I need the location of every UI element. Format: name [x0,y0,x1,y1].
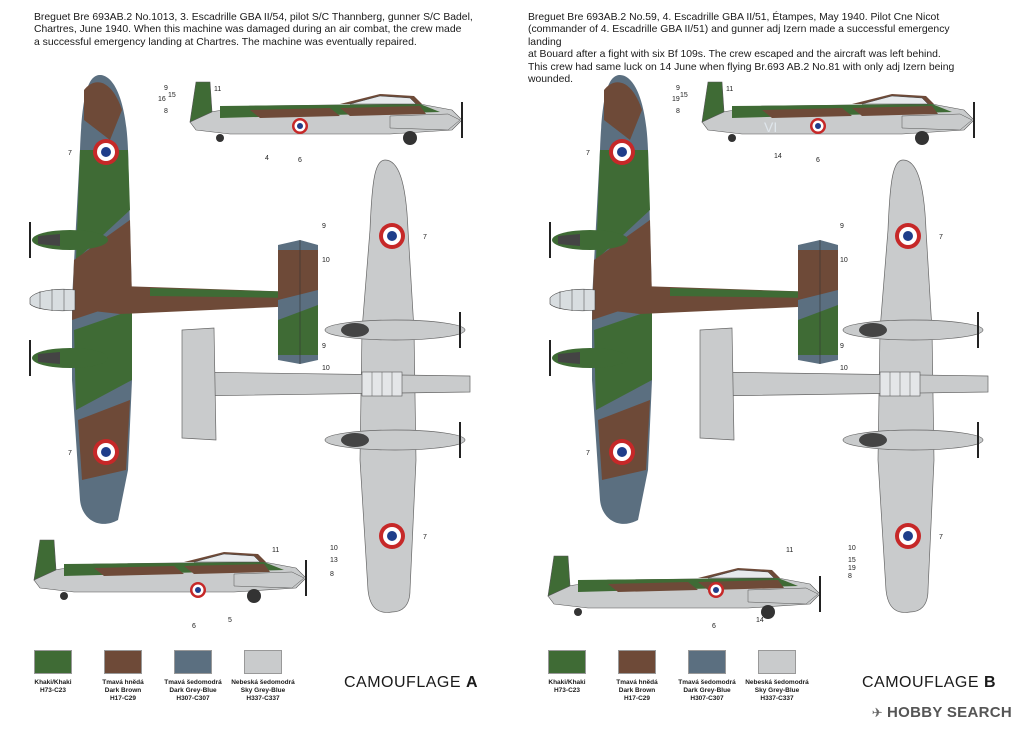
svg-text:6: 6 [298,157,302,164]
svg-text:9: 9 [840,343,844,350]
svg-text:9: 9 [164,85,168,92]
swatch-sky-grey-blue: Nebeská šedomodrá Sky Grey-Blue H337-C337 [742,650,812,703]
svg-text:VI: VI [764,119,778,135]
svg-text:7: 7 [586,450,590,457]
svg-text:8: 8 [848,573,852,580]
svg-text:8: 8 [164,108,168,115]
svg-text:4: 4 [265,155,269,162]
svg-text:7: 7 [939,234,943,241]
svg-text:11: 11 [786,547,794,554]
svg-text:9: 9 [322,343,326,350]
swatch-sky-grey-blue: Nebeská šedomodrá Sky Grey-Blue H337-C337 [228,650,298,703]
color-chip [618,650,656,674]
svg-text:10: 10 [840,257,848,264]
svg-text:8: 8 [676,108,680,115]
b-top-view [550,75,838,524]
a-side-bottom-view [34,540,306,603]
svg-text:15: 15 [848,557,856,564]
svg-text:7: 7 [423,234,427,241]
svg-text:14: 14 [756,617,764,624]
svg-text:7: 7 [586,150,590,157]
svg-text:10: 10 [848,545,856,552]
a-top-view [30,75,318,524]
svg-text:11: 11 [214,86,222,93]
caption-b: Breguet Bre 693AB.2 No.59, 4. Escadrille GBA II/51, Étampes, May 1940. Pilot Cne Nicot (commander of 4. Escadrille GBA II/51) and gunner adj Izern made a successful emergency landing at Bouard after a fight with six Bf 109s. The crew escaped and the aircraft was left behind. This crew had same luck on 14 June when flying Br.693 AB.2 No.81 with only adj Izern being wounded. [528,12,955,86]
svg-text:6: 6 [712,623,716,630]
svg-text:10: 10 [322,365,330,372]
svg-text:10: 10 [840,365,848,372]
swatch-khaki: Khaki/Khaki H73-C23 [18,650,88,703]
svg-text:7: 7 [423,534,427,541]
camouflage-a-title: CAMOUFLAGE A [344,674,479,691]
svg-text:8: 8 [330,571,334,578]
svg-text:5: 5 [228,617,232,624]
caption-a: Breguet Bre 693AB.2 No.1013, 3. Escadrille GBA II/54, pilot S/C Thannberg, gunner S/C Badel, Chartres, June 1940. When this machine was damaged during an air combat, the crew made a successful emergency landing at Chartres. The machine was eventually repaired. [34,12,473,48]
swatch-dark-grey-blue: Tmavá šedomodrá Dark Grey-Blue H307-C307 [158,650,228,703]
color-chip [174,650,212,674]
color-chip [758,650,796,674]
plane-icon: ✈ [871,705,883,720]
color-chip [548,650,586,674]
b-side-top-view [702,82,974,145]
b-under-view [700,160,988,612]
svg-text:11: 11 [726,86,734,93]
svg-text:6: 6 [192,623,196,630]
svg-text:9: 9 [840,223,844,230]
watermark: ✈ HOBBY SEARCH [871,704,1012,721]
color-chip [244,650,282,674]
svg-text:10: 10 [330,545,338,552]
swatch-dark-grey-blue: Tmavá šedomodrá Dark Grey-Blue H307-C307 [672,650,742,703]
swatches-a [18,650,298,703]
svg-text:19: 19 [848,565,856,572]
a-under-view [182,160,470,612]
color-chip [688,650,726,674]
svg-text:11: 11 [272,547,280,554]
swatch-khaki: Khaki/Khaki H73-C23 [532,650,602,703]
a-side-top-view [190,82,462,145]
svg-text:6: 6 [816,157,820,164]
svg-text:15: 15 [168,92,176,99]
svg-text:7: 7 [68,450,72,457]
svg-text:14: 14 [774,153,782,160]
svg-text:13: 13 [330,557,338,564]
camouflage-b-title: CAMOUFLAGE B [862,674,997,691]
svg-text:19: 19 [672,96,680,103]
svg-text:16: 16 [158,96,166,103]
svg-text:15: 15 [680,92,688,99]
svg-text:9: 9 [676,85,680,92]
swatch-dark-brown: Tmavá hnědá Dark Brown H17-C29 [88,650,158,703]
svg-text:9: 9 [322,223,326,230]
svg-text:7: 7 [68,150,72,157]
color-chip [104,650,142,674]
color-chip [34,650,72,674]
swatch-dark-brown: Tmavá hnědá Dark Brown H17-C29 [602,650,672,703]
b-side-bottom-view [548,556,820,619]
svg-text:7: 7 [939,534,943,541]
svg-text:10: 10 [322,257,330,264]
swatches-b [532,650,812,703]
